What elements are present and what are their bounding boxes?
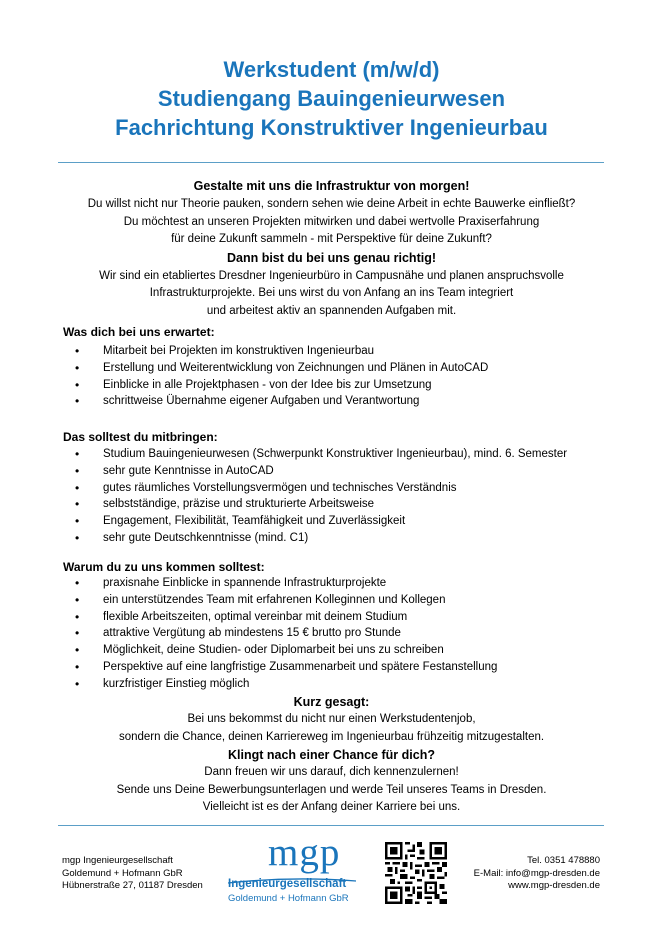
website: www.mgp-dresden.de: [508, 880, 600, 891]
logo-line-2: Goldemund + Hofmann GbR: [228, 893, 349, 904]
cta-line: Sende uns Deine Bewerbungsunterlagen und werde Teil unseres Teams in Dresden.: [116, 783, 547, 796]
list-item: • Engagement, Flexibilität, Teamfähigkeit und Zuverlässigkeit: [62, 513, 567, 530]
intro-line: Du willst nicht nur Theorie pauken, sondern sehen wie deine Arbeit in echte Bauwerke einfließt?: [87, 198, 576, 210]
company-logo: [228, 831, 358, 910]
intro-heading: Gestalte mit uns die Infrastruktur von morgen!: [193, 179, 470, 193]
cta-line: Vielleicht ist es der Anfang deiner Karriere bei uns.: [202, 801, 461, 813]
list-item: • gutes räumliches Vorstellungsvermögen und technisches Verständnis: [62, 480, 567, 497]
benefits-list: [62, 575, 497, 693]
summary-block: [0, 694, 663, 746]
logo-line-1: Ingenieurgesellschaft: [228, 878, 347, 890]
title-line-3: Fachrichtung Konstruktiver Ingenieurbau: [115, 115, 548, 140]
title-line-2: Studiengang Bauingenieurwesen: [157, 86, 506, 111]
company-name: mgp Ingenieurgesellschaft: [62, 855, 173, 866]
summary-line: Bei uns bekommst du nicht nur einen Werkstudentenjob,: [187, 713, 476, 725]
intro-line: Infrastrukturprojekte. Bei uns wirst du von Anfang an ins Team integriert: [149, 287, 514, 299]
cta-heading: Klingt nach einer Chance für dich?: [228, 748, 435, 762]
phone: Tel. 0351 478880: [527, 855, 600, 866]
list-item: • schrittweise Übernahme eigener Aufgaben und Verantwortung: [62, 393, 488, 410]
company-street: Hübnerstraße 27, 01187 Dresden: [62, 880, 203, 891]
footer-contact: [474, 855, 600, 893]
list-item: • sehr gute Kenntnisse in AutoCAD: [62, 463, 567, 480]
intro-highlight: Dann bist du bei uns genau richtig!: [226, 250, 437, 265]
footer-address: [62, 855, 203, 893]
list-item: • sehr gute Deutschkenntnisse (mind. C1): [62, 530, 567, 547]
list-item: • selbstständige, präzise und strukturierte Arbeitsweise: [62, 496, 567, 513]
email: E-Mail: info@mgp-dresden.de: [473, 867, 600, 879]
requirements-list: [62, 446, 567, 547]
list-item: • flexible Arbeitszeiten, optimal vereinbar mit deinem Studium: [62, 609, 497, 626]
logo-wordmark: mgp: [268, 831, 341, 874]
list-item: • Einblicke in alle Projektphasen - von der Idee bis zur Umsetzung: [62, 377, 488, 394]
qr-code-icon: [385, 842, 447, 904]
title-line-1: Werkstudent (m/w/d): [223, 57, 440, 82]
section-heading-requirements: Das solltest du mitbringen:: [63, 430, 218, 444]
expectations-list: [62, 343, 488, 410]
cta-line: Dann freuen wir uns darauf, dich kennenzulernen!: [204, 766, 459, 778]
intro-block: [0, 177, 663, 320]
list-item: • Perspektive auf eine langfristige Zusammenarbeit und spätere Festanstellung: [62, 659, 497, 676]
company-partners: Goldemund + Hofmann GbR: [62, 867, 183, 879]
section-heading-benefits: Warum du zu uns kommen solltest:: [63, 560, 265, 574]
list-item: • praxisnahe Einblicke in spannende Infrastrukturprojekte: [62, 575, 497, 592]
list-item: • kurzfristiger Einstieg möglich: [62, 676, 497, 693]
bottom-divider: [58, 825, 604, 826]
list-item: • attraktive Vergütung ab mindestens 15 € brutto pro Stunde: [62, 625, 497, 642]
call-to-action-block: [0, 747, 663, 817]
intro-line: für deine Zukunft sammeln - mit Perspektive für deine Zukunft?: [171, 233, 492, 245]
summary-heading: Kurz gesagt:: [293, 695, 370, 709]
intro-line: und arbeitest aktiv an spannenden Aufgaben mit.: [206, 304, 457, 317]
summary-line: sondern die Chance, deinen Karriereweg im Ingenieurbau frühzeitig mitzugestalten.: [118, 730, 545, 743]
intro-line: Wir sind ein etabliertes Dresdner Ingenieurbüro in Campusnähe und planen anspruchsvolle: [99, 269, 564, 282]
list-item: • Mitarbeit bei Projekten im konstruktiven Ingenieurbau: [62, 343, 488, 360]
list-item: • Erstellung und Weiterentwicklung von Zeichnungen und Plänen in AutoCAD: [62, 360, 488, 377]
list-item: • Möglichkeit, deine Studien- oder Diplomarbeit bei uns zu schreiben: [62, 642, 497, 659]
intro-line: Du möchtest an unseren Projekten mitwirken und dabei wertvolle Praxiserfahrung: [123, 215, 540, 228]
list-item: • ein unterstützendes Team mit erfahrenen Kolleginnen und Kollegen: [62, 592, 497, 609]
section-heading-expectations: Was dich bei uns erwartet:: [63, 325, 215, 339]
list-item: • Studium Bauingenieurwesen (Schwerpunkt Konstruktiver Ingenieurbau), mind. 6. Semester: [62, 446, 567, 463]
top-divider: [58, 162, 604, 163]
